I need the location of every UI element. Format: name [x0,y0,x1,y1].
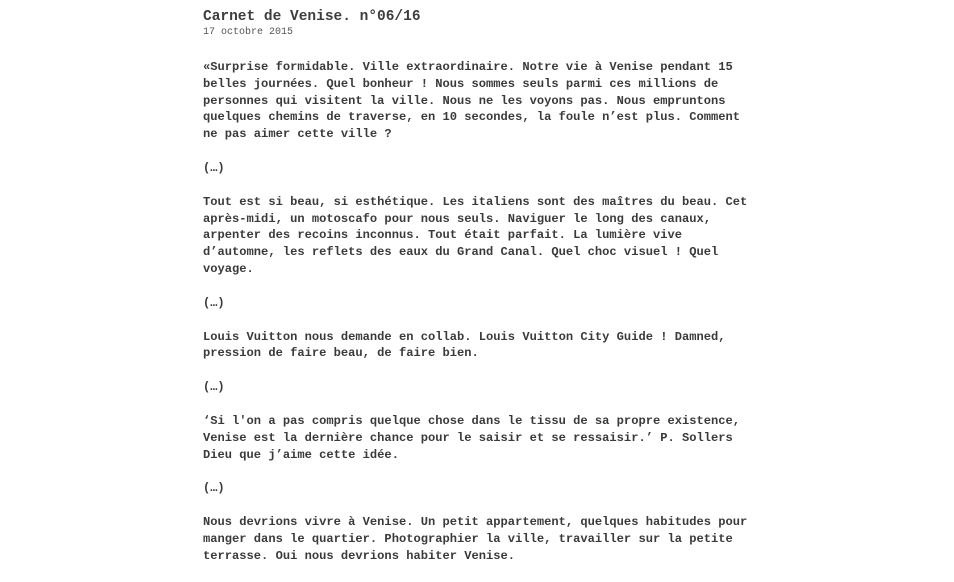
paragraph-line: terrasse. Oui nous devrions habiter Venise. [203,548,516,563]
paragraph-5 [203,514,763,564]
paragraph-line: personnes qui visitent la ville. Nous ne les voyons pas. Nous empruntons [203,93,726,108]
paragraph-line: d’automne, les reflets des eaux du Grand Canal. Quel choc visuel ! Quel [203,245,719,260]
ellipsis-separator: (…) [203,295,225,310]
paragraph-3 [203,329,763,363]
paragraph-line: Dieu que j’aime cette idée. [203,447,399,462]
paragraph-line: quelques chemins de traverse, en 10 secondes, la foule n’est plus. Comment [203,110,741,125]
paragraph-line: ne pas aimer cette ville ? [203,127,392,142]
paragraph-line: belles journées. Quel bonheur ! Nous sommes seuls parmi ces millions de [203,76,719,91]
article-title: Carnet de Venise. n°06/16 [203,9,421,25]
paragraph-line: arpenter des recoins inconnus. Tout était parfait. La lumière vive [203,228,682,243]
paragraph-line: manger dans le quartier. Photographier la ville, travailler sur la petite [203,531,733,546]
paragraph-2 [203,194,763,278]
paragraph-line: voyage. [203,261,254,276]
paragraph-line: pression de faire beau, de faire bien. [203,346,479,361]
ellipsis-separator: (…) [203,380,225,395]
paragraph-line: Nous devrions vivre à Venise. Un petit appartement, quelques habitudes pour [203,515,748,530]
paragraph-line: Louis Vuitton nous demande en collab. Louis Vuitton City Guide ! Damned, [203,329,726,344]
ellipsis-separator: (…) [203,481,225,496]
paragraph-1 [203,59,763,143]
paragraph-line: Tout est si beau, si esthétique. Les italiens sont des maîtres du beau. Cet [203,194,748,209]
article [203,8,763,582]
paragraph-line: Venise est la dernière chance pour le saisir et se ressaisir.’ P. Sollers [203,430,733,445]
article-date: 17 octobre 2015 [203,27,294,38]
paragraph-line: «Surprise formidable. Ville extraordinaire. Notre vie à Venise pendant 15 [203,60,733,74]
ellipsis-separator: (…) [203,160,225,175]
paragraph-line: après-midi, un motoscafo pour nous seuls. Naviguer le long des canaux, [203,211,712,226]
paragraph-line: ‘Si l'on a pas compris quelque chose dans le tissu de sa propre existence, [203,413,741,428]
paragraph-4-quote [203,413,763,463]
